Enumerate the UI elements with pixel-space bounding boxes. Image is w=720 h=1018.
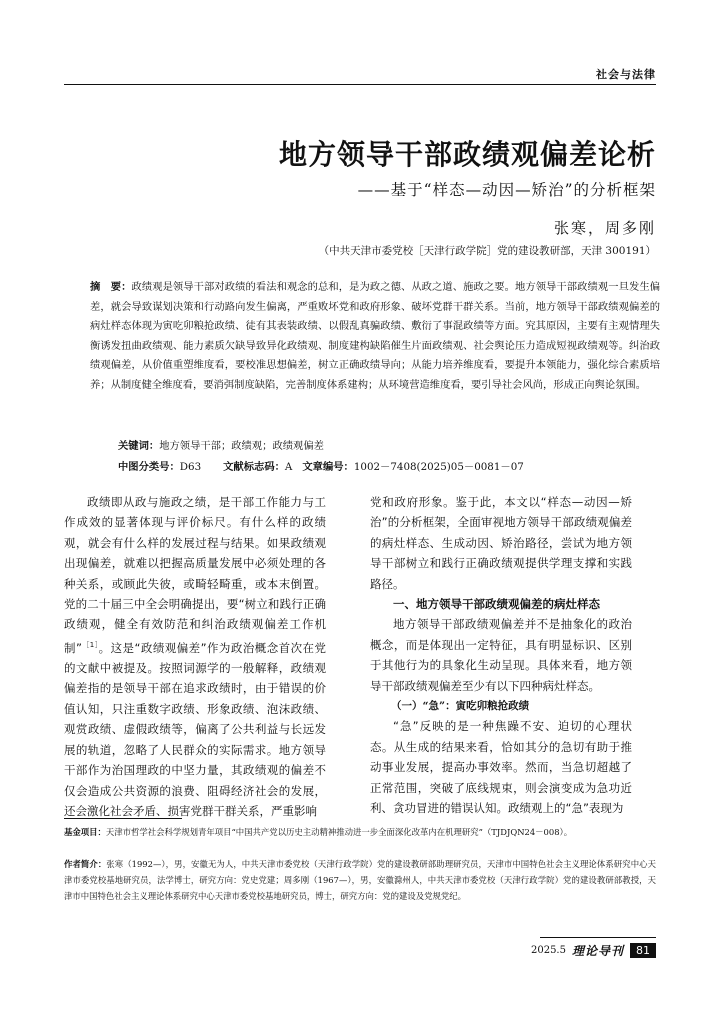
abstract-text: 政绩观是领导干部对政绩的看法和观念的总和，是为政之德、从政之道、施政之要。地方领导干部政绩观一旦发生偏差，就会导致谋划决策和行动路向发生偏离，严重败坏党和政府形象、破坏党群干群关系。当前，地方领导干部政绩观偏差的病灶样态体现为寅吃卯粮抢政绩、徒有其表装政绩、以假乱真骗政绩、敷衍了事混政绩等方面。究其原因，主要有主观情理失衡诱发扭曲政绩观、能力素质欠缺导致异化政绩观、制度建构缺陷催生片面政绩观、社会舆论压力造成短视政绩观等。纠治政绩观偏差，从价值重塑维度看，要校准思想偏差，树立正确政绩导向；从能力培养维度看，要提升本领能力，强化综合素质培养；从制度健全维度看，要消弭制度缺陷，完善制度体系建构；从环境营造维度看，要引导社会风尚，形成正向舆论氛围。 (90, 281, 661, 391)
article-number-value: 1002－7408(2025)05－0081－07 (353, 461, 524, 473)
section-header: 社会与法律 (596, 68, 656, 81)
keywords (118, 437, 324, 452)
funding-label: 基金项目： (64, 827, 106, 837)
keywords-label: 关键词： (118, 440, 160, 452)
citation-ref[interactable]: ［1］ (81, 640, 99, 649)
page-footer (531, 942, 656, 959)
author-names: 张寒，周多刚 (553, 219, 656, 237)
article-title: 地方领导干部政绩观偏差论析 (278, 138, 656, 171)
doc-code-label: 文献标志码： (223, 461, 285, 473)
footnote-rule (64, 818, 182, 819)
article-number-label: 文章编号： (302, 461, 354, 473)
abstract-label: 摘 要： (90, 281, 132, 293)
subsection-heading: （一）“急”：寅吃卯粮抢政绩 (391, 700, 530, 713)
body-paragraph: 党和政府形象。鉴于此，本文以“样态—动因—矫治”的分析框架，全面审视地方领导干部政绩观偏差的病灶样态、生成动因、矫治路径，尝试为地方领导干部树立和践行正确政绩观提供学理支撑和实践路径。 (370, 495, 632, 591)
body-paragraph: 地方领导干部政绩观偏差并不是抽象化的政治概念，而是体现出一定特征，具有明显标识、区别于其他行为的具象化生动呈现。具体来看，地方领导干部政绩观偏差至少有以下四种病灶样态。 (370, 617, 632, 693)
clc-label: 中图分类号： (118, 461, 180, 473)
footer-rule (540, 937, 656, 938)
classification-line (118, 458, 524, 473)
article-subtitle: ——基于“样态—动因—矫治”的分析框架 (357, 181, 656, 199)
bio-label: 作者简介： (64, 859, 107, 869)
clc-value: D63 (179, 461, 202, 473)
paragraph-text: 政绩即从政与施政之绩，是干部工作能力与工作成效的显著体现与评价标尺。有什么样的政绩观，就会有什么样的发展过程与结果。如果政绩观出现偏差，就难以把握高质量发展中必须处理的各种关系，或顾此失彼，或畸轻畸重，或本末倒置。党的二十届三中全会明确提出，要“树立和践行正确政绩观，健全有效防范和纠治政绩观偏差工作机制” (64, 495, 326, 655)
header-rule (64, 84, 656, 85)
body-column-right (370, 492, 632, 819)
funding-note (64, 824, 656, 840)
issue-number: 2025.5 (530, 945, 566, 956)
doc-code-value: A (284, 461, 293, 473)
author-bio-note (64, 856, 656, 904)
journal-name: 理论导刊 (571, 944, 624, 958)
page-number: 81 (630, 943, 656, 958)
keywords-text: 地方领导干部；政绩观；政绩观偏差 (159, 440, 324, 452)
abstract (90, 278, 660, 395)
section-heading: 一、地方领导干部政绩观偏差的病灶样态 (393, 597, 600, 612)
body-paragraph: “急”反映的是一种焦躁不安、迫切的心理状态。从生成的结果来看，恰如其分的急切有助于推动事业发展，提高办事效率。然而，当急切超越了正常范围，突破了底线规束，则会演变成为急功近利、贪功冒进的错误认知。政绩观上的“急”表现为 (370, 719, 632, 816)
bio-text: 张寒（1992—），男，安徽无为人，中共天津市委党校（天津行政学院）党的建设教研部助理研究员，天津市中国特色社会主义理论体系研究中心天津市委党校基地研究员，法学博士，研究方向：党史党建；周多刚（1967—），男，安徽滁州人，中共天津市委党校（天津行政学院）党的建设教研部教授，天津市中国特色社会主义理论体系研究中心天津市委党校基地研究员，博士，研究方向：党的建设及党规党纪。 (64, 859, 656, 901)
body-column-left (64, 492, 326, 821)
body-paragraph (64, 492, 326, 821)
author-affiliation: （中共天津市委党校［天津行政学院］党的建设教研部，天津 300191） (318, 245, 656, 257)
paragraph-text: 。这是“政绩观偏差”作为政治概念首次在党的文献中被提及。按照词源学的一般解释，政绩观偏差指的是领导干部在追求政绩时，由于错误的价值认知，只注重数字政绩、形象政绩、泡沫政绩、观赏政绩、虚假政绩等，偏离了公共利益与长远发展的轨道，忽略了人民群众的实际需求。地方领导干部作为治国理政的中坚力量，其政绩观的偏差不仅会造成公共资源的浪费、阻碍经济社会的发展，还会激化社会矛盾、损害党群干群关系，严重影响 (64, 640, 326, 818)
funding-text: 天津市哲学社会科学规划青年项目“中国共产党以历史主动精神推动进一步全面深化改革内在机理研究”（TJDJQN24－008）。 (105, 827, 573, 837)
